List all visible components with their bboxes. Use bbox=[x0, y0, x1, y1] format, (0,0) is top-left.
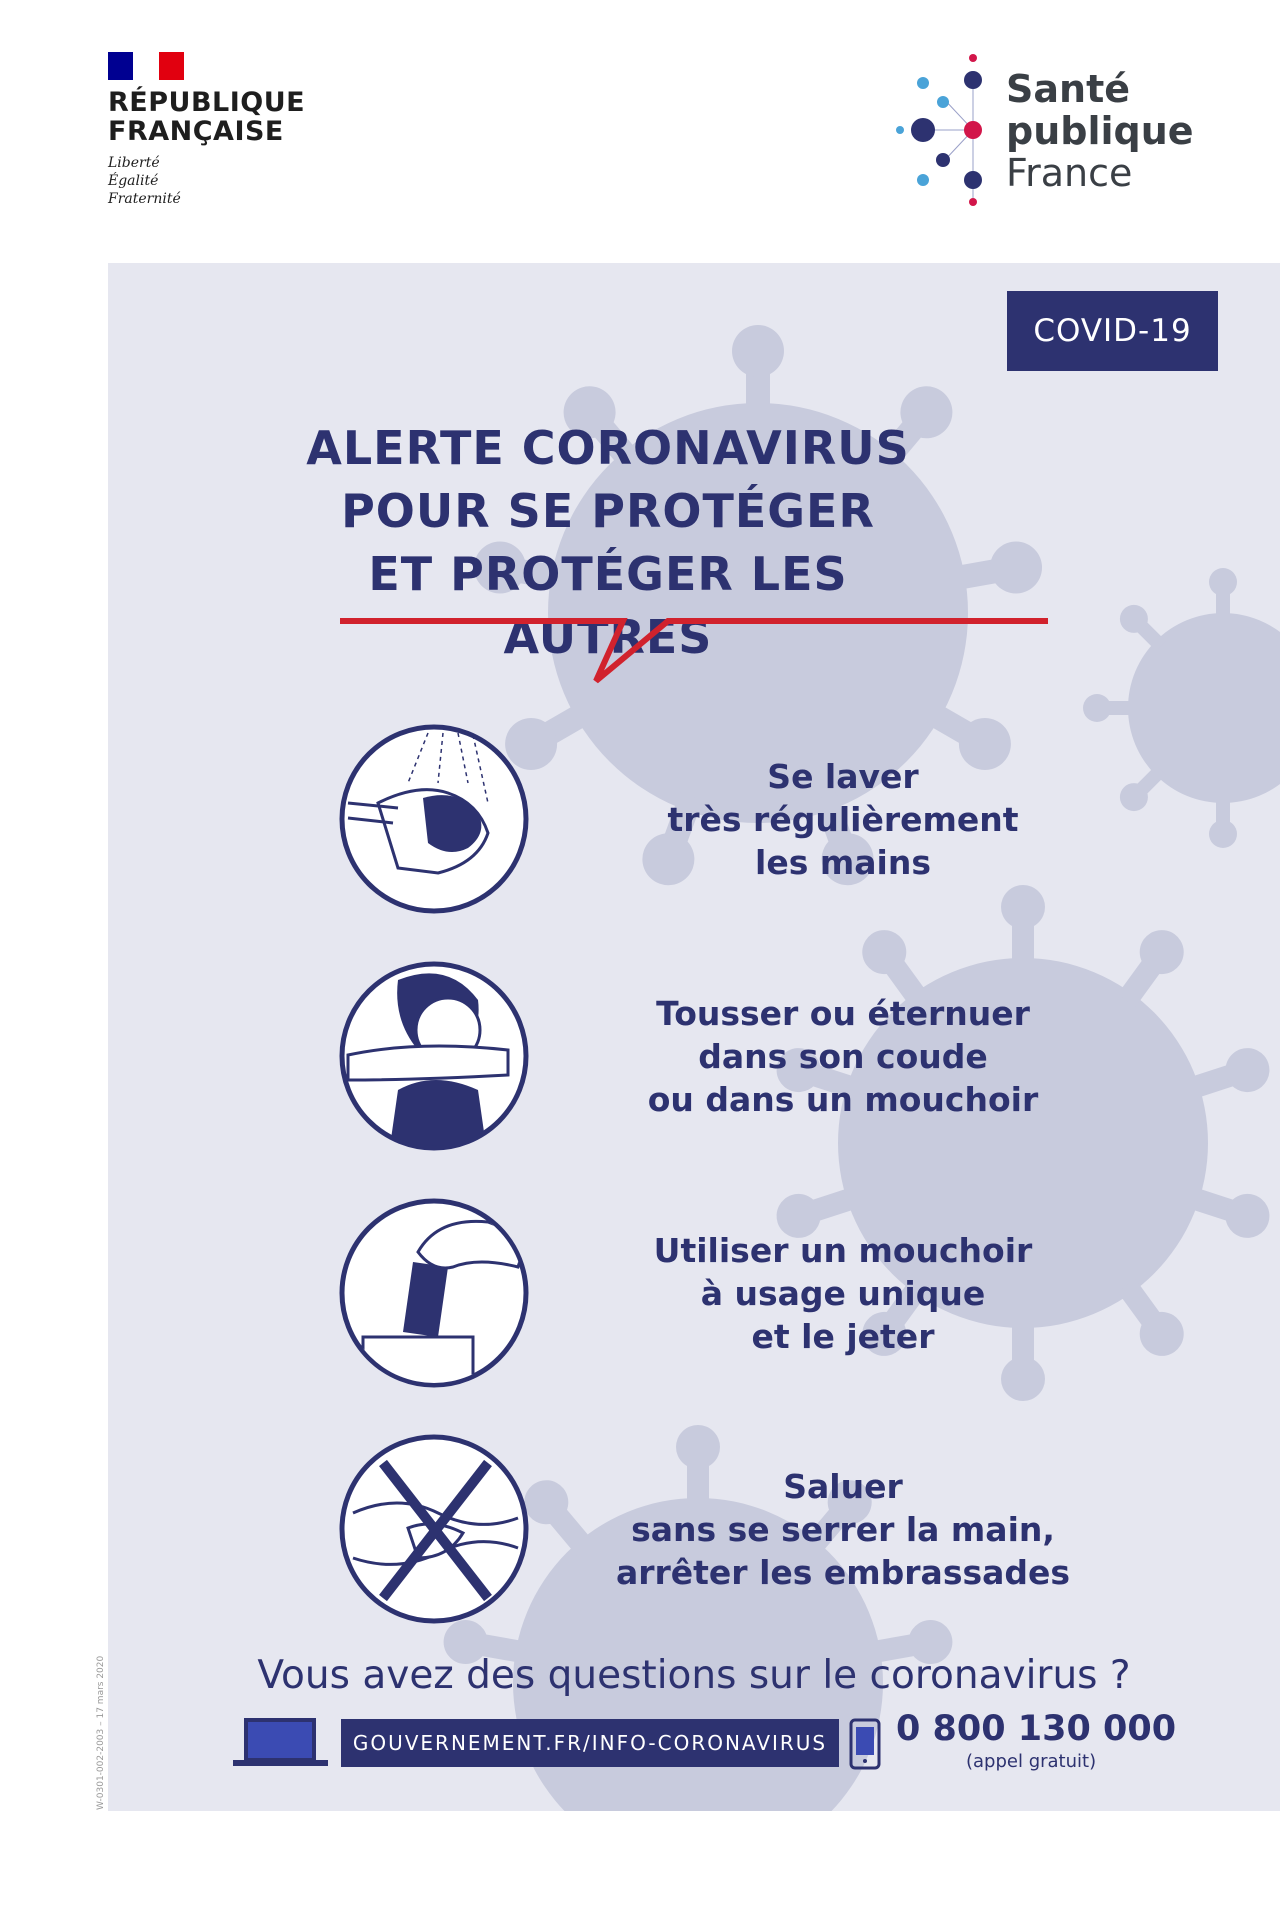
spf-line2: publique bbox=[1006, 109, 1194, 153]
republique-title bbox=[108, 88, 305, 146]
footer-question: Vous avez des questions sur le coronavirus ? bbox=[257, 1653, 1131, 1698]
tissue-bin-icon bbox=[338, 1197, 530, 1389]
step-line: Saluer bbox=[783, 1467, 903, 1506]
cough-in-elbow-icon bbox=[338, 960, 530, 1152]
step-line: sans se serrer la main, bbox=[631, 1510, 1055, 1549]
step-no-handshake bbox=[338, 1433, 1148, 1625]
step-line: très régulièrement bbox=[667, 800, 1019, 839]
headline-line2: POUR SE PROTÉGER bbox=[341, 484, 875, 538]
step-line: Se laver bbox=[767, 757, 919, 796]
mobile-phone-icon bbox=[849, 1718, 881, 1770]
step-label bbox=[583, 1465, 1103, 1594]
step-hand-washing bbox=[338, 723, 1148, 915]
step-label bbox=[583, 755, 1103, 884]
headline-line3: ET PROTÉGER LES AUTRES bbox=[368, 547, 848, 664]
step-line: ou dans un mouchoir bbox=[647, 1080, 1039, 1119]
republique-line2: FRANÇAISE bbox=[108, 116, 284, 147]
step-line: Utiliser un mouchoir bbox=[653, 1231, 1033, 1270]
poster-panel bbox=[108, 263, 1280, 1811]
sante-publique-text bbox=[1006, 68, 1194, 194]
step-line: et le jeter bbox=[751, 1317, 935, 1356]
republique-line1: RÉPUBLIQUE bbox=[108, 87, 306, 118]
reference-code: W-0301-002-2003 – 17 mars 2020 bbox=[96, 1655, 106, 1810]
laptop-icon bbox=[233, 1718, 328, 1768]
hand-washing-icon bbox=[338, 723, 530, 915]
covid-badge: COVID-19 bbox=[1007, 291, 1218, 371]
motto-liberte: Liberté bbox=[108, 155, 160, 171]
step-line: Tousser ou éternuer bbox=[656, 994, 1030, 1033]
marianne-flag-icon bbox=[108, 52, 184, 80]
spf-line3: France bbox=[1006, 151, 1133, 195]
step-label bbox=[583, 1229, 1103, 1358]
step-label bbox=[583, 992, 1103, 1121]
republique-motto bbox=[108, 154, 305, 208]
spf-line1: Santé bbox=[1006, 67, 1131, 111]
motto-egalite: Égalité bbox=[108, 173, 159, 189]
speech-bubble-line bbox=[338, 613, 1058, 693]
step-line: à usage unique bbox=[700, 1274, 986, 1313]
phone-number[interactable]: 0 800 130 000 bbox=[896, 1709, 1177, 1749]
no-handshake-icon bbox=[338, 1433, 530, 1625]
network-dots-icon bbox=[888, 50, 1008, 220]
phone-note: (appel gratuit) bbox=[966, 1751, 1097, 1772]
step-cough-elbow bbox=[338, 960, 1148, 1152]
info-url-link[interactable]: GOUVERNEMENT.FR/INFO-CORONAVIRUS bbox=[341, 1719, 839, 1767]
step-line: les mains bbox=[755, 843, 931, 882]
sante-publique-france-logo bbox=[888, 50, 1194, 220]
step-tissue bbox=[338, 1197, 1148, 1389]
motto-fraternite: Fraternité bbox=[108, 191, 181, 207]
headline-line1: ALERTE CORONAVIRUS bbox=[306, 421, 910, 475]
republique-francaise-logo bbox=[108, 52, 305, 208]
step-line: dans son coude bbox=[698, 1037, 988, 1076]
step-line: arrêter les embrassades bbox=[615, 1553, 1071, 1592]
